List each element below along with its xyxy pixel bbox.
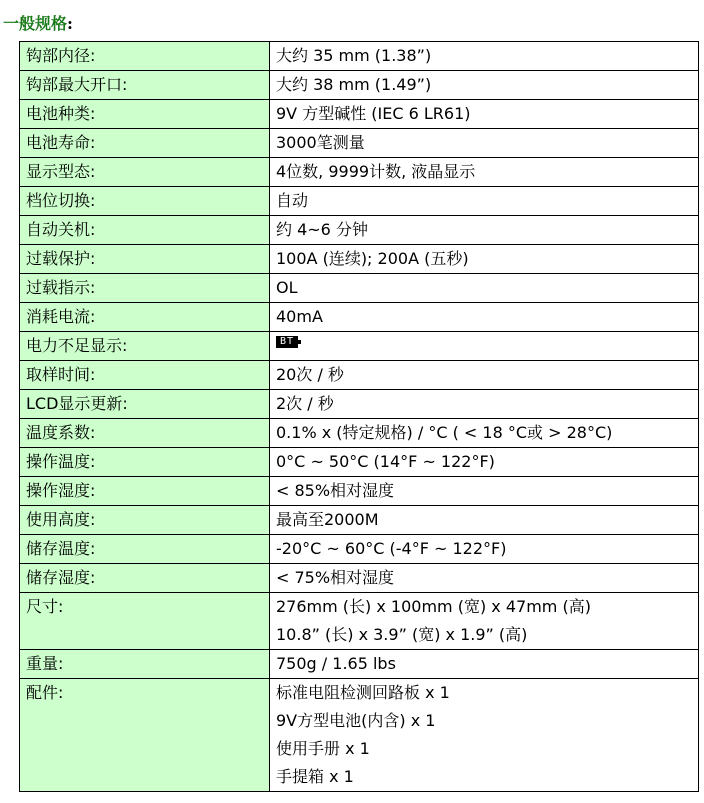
spec-label: 钩部内径:	[20, 42, 270, 71]
spec-value-line: 2次 / 秒	[276, 394, 334, 413]
spec-value-line: 750g / 1.65 lbs	[276, 654, 396, 673]
spec-value	[270, 187, 699, 216]
spec-value-line: 自动	[276, 191, 309, 210]
spec-label: 温度系数:	[20, 419, 270, 448]
spec-value	[270, 477, 699, 506]
spec-value	[270, 274, 699, 303]
spec-label: 使用高度:	[20, 506, 270, 535]
spec-value-line: 9V 方型碱性 (IEC 6 LR61)	[276, 104, 471, 123]
section-title-colon: :	[67, 14, 73, 33]
spec-value-line: < 85%相对湿度	[276, 481, 395, 500]
spec-row	[20, 448, 699, 477]
spec-value	[270, 564, 699, 593]
spec-value	[270, 245, 699, 274]
spec-value-line: 9V方型电池(内含) x 1	[276, 711, 436, 730]
spec-value-line: 大约 38 mm (1.49”)	[276, 75, 432, 94]
spec-row	[20, 506, 699, 535]
spec-row	[20, 245, 699, 274]
spec-row	[20, 419, 699, 448]
spec-row	[20, 477, 699, 506]
spec-row	[20, 593, 699, 650]
section-title-text: 一般规格	[3, 14, 68, 33]
spec-row	[20, 42, 699, 71]
spec-value	[270, 506, 699, 535]
spec-row	[20, 332, 699, 361]
spec-label: 储存湿度:	[20, 564, 270, 593]
spec-value-line: 100A (连续); 200A (五秒)	[276, 249, 469, 268]
spec-label: 取样时间:	[20, 361, 270, 390]
spec-value-line: 最高至2000M	[276, 510, 379, 529]
spec-label: 储存温度:	[20, 535, 270, 564]
spec-label: 电池种类:	[20, 100, 270, 129]
spec-value	[270, 448, 699, 477]
spec-row	[20, 564, 699, 593]
spec-value-line: 手提箱 x 1	[276, 767, 354, 786]
spec-value-line: OL	[276, 278, 298, 297]
spec-table-body	[20, 42, 699, 792]
spec-label: 钩部最大开口:	[20, 71, 270, 100]
spec-row	[20, 535, 699, 564]
spec-value	[270, 158, 699, 187]
spec-value-line: 约 4~6 分钟	[276, 220, 368, 239]
spec-value-line: 10.8” (长) x 3.9” (宽) x 1.9” (高)	[276, 625, 528, 644]
spec-value-line: 40mA	[276, 307, 323, 326]
spec-value-line: 使用手册 x 1	[276, 739, 370, 758]
spec-table	[19, 41, 699, 792]
spec-value-line: 4位数, 9999计数, 液晶显示	[276, 162, 476, 181]
spec-row	[20, 100, 699, 129]
spec-label: 自动关机:	[20, 216, 270, 245]
spec-label: 配件:	[20, 679, 270, 792]
section-title	[3, 14, 73, 34]
spec-row	[20, 361, 699, 390]
spec-value	[270, 361, 699, 390]
spec-row	[20, 303, 699, 332]
spec-label: LCD显示更新:	[20, 390, 270, 419]
spec-value	[270, 216, 699, 245]
spec-label: 过载保护:	[20, 245, 270, 274]
spec-value	[270, 129, 699, 158]
spec-value	[270, 303, 699, 332]
spec-value	[270, 535, 699, 564]
spec-row	[20, 390, 699, 419]
spec-value	[270, 42, 699, 71]
spec-value-line: 0°C ~ 50°C (14°F ~ 122°F)	[276, 452, 495, 471]
spec-value-line: 276mm (长) x 100mm (宽) x 47mm (高)	[276, 597, 591, 616]
spec-row	[20, 187, 699, 216]
spec-row	[20, 129, 699, 158]
spec-value	[270, 650, 699, 679]
battery-low-icon: BT	[276, 336, 298, 348]
spec-label: 电池寿命:	[20, 129, 270, 158]
spec-value	[270, 419, 699, 448]
spec-label: 显示型态:	[20, 158, 270, 187]
spec-value-line: < 75%相对湿度	[276, 568, 395, 587]
spec-value-line: 20次 / 秒	[276, 365, 344, 384]
spec-value	[270, 390, 699, 419]
spec-value-line: 大约 35 mm (1.38”)	[276, 46, 432, 65]
spec-label: 重量:	[20, 650, 270, 679]
spec-value-line: -20°C ~ 60°C (-4°F ~ 122°F)	[276, 539, 507, 558]
spec-value	[270, 100, 699, 129]
spec-row	[20, 71, 699, 100]
spec-label: 尺寸:	[20, 593, 270, 650]
spec-label: 操作湿度:	[20, 477, 270, 506]
spec-value	[270, 593, 699, 650]
spec-label: 电力不足显示:	[20, 332, 270, 361]
spec-row	[20, 216, 699, 245]
spec-row	[20, 274, 699, 303]
spec-label: 操作温度:	[20, 448, 270, 477]
spec-value	[270, 332, 699, 361]
spec-row	[20, 158, 699, 187]
spec-label: 档位切换:	[20, 187, 270, 216]
spec-value	[270, 71, 699, 100]
spec-value-line: 标准电阻检测回路板 x 1	[276, 683, 450, 702]
spec-value-line: 0.1% x (特定规格) / °C ( < 18 °C或 > 28°C)	[276, 423, 613, 442]
spec-value	[270, 679, 699, 792]
spec-row	[20, 650, 699, 679]
spec-label: 过载指示:	[20, 274, 270, 303]
spec-label: 消耗电流:	[20, 303, 270, 332]
spec-row	[20, 679, 699, 792]
spec-value-line: 3000笔测量	[276, 133, 365, 152]
